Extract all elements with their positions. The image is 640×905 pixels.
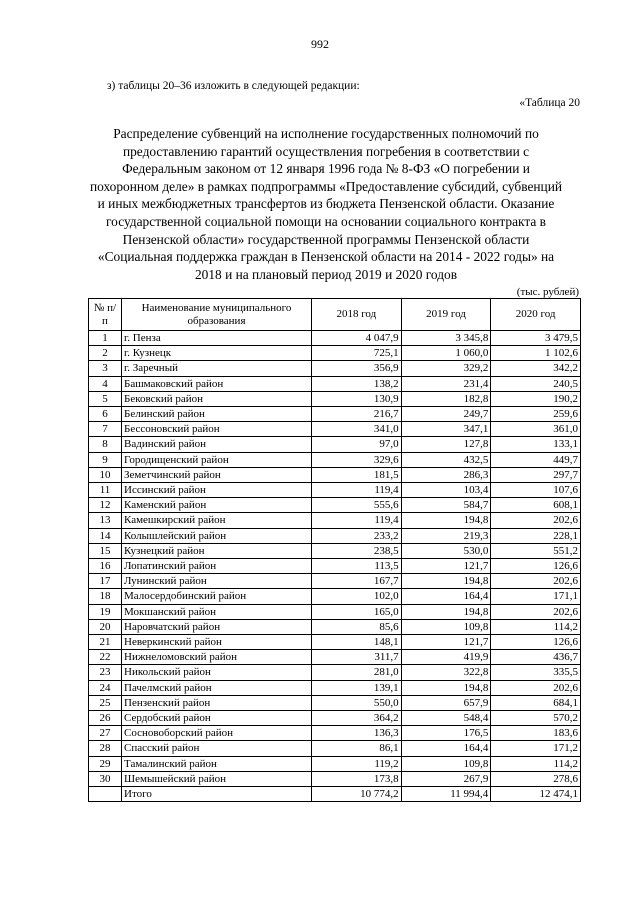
- row-2019: 103,4: [401, 483, 491, 498]
- table-row: [89, 543, 581, 558]
- row-num: 7: [89, 422, 122, 437]
- row-name: Наровчатский район: [122, 619, 312, 634]
- table-row: [89, 771, 581, 786]
- row-2020: 3 479,5: [491, 331, 581, 346]
- table-row: [89, 407, 581, 422]
- table-header-row: [89, 299, 581, 331]
- row-2019: 322,8: [401, 665, 491, 680]
- row-2018: 4 047,9: [312, 331, 402, 346]
- table-row: [89, 665, 581, 680]
- row-name: Сердобский район: [122, 711, 312, 726]
- row-name: Неверкинский район: [122, 635, 312, 650]
- row-2018: 130,9: [312, 391, 402, 406]
- row-num: 29: [89, 756, 122, 771]
- header-num: № п/п: [89, 299, 122, 331]
- row-2019: 419,9: [401, 650, 491, 665]
- row-name: Лопатинский район: [122, 559, 312, 574]
- row-2019: 3 345,8: [401, 331, 491, 346]
- row-name: г. Пенза: [122, 331, 312, 346]
- row-name: Вадинский район: [122, 437, 312, 452]
- row-num: 14: [89, 528, 122, 543]
- header-name: Наименование муниципального образования: [122, 299, 312, 331]
- row-2018: 341,0: [312, 422, 402, 437]
- row-2020: 107,6: [491, 483, 581, 498]
- table-row: [89, 422, 581, 437]
- row-num: 15: [89, 543, 122, 558]
- row-2020: 126,6: [491, 635, 581, 650]
- row-2020: 190,2: [491, 391, 581, 406]
- header-2018: 2018 год: [312, 299, 402, 331]
- row-2018: 281,0: [312, 665, 402, 680]
- row-num: 28: [89, 741, 122, 756]
- row-num: 1: [89, 331, 122, 346]
- header-2019: 2019 год: [401, 299, 491, 331]
- row-2020: 361,0: [491, 422, 581, 437]
- row-name: Башмаковский район: [122, 376, 312, 391]
- row-num: 20: [89, 619, 122, 634]
- table-row: [89, 756, 581, 771]
- row-2018: 119,4: [312, 513, 402, 528]
- row-2020: 133,1: [491, 437, 581, 452]
- table-row: [89, 695, 581, 710]
- total-2019: 11 994,4: [401, 787, 491, 802]
- row-2019: 127,8: [401, 437, 491, 452]
- row-name: Иссинский район: [122, 483, 312, 498]
- row-name: Мокшанский район: [122, 604, 312, 619]
- row-2018: 119,2: [312, 756, 402, 771]
- row-num: 22: [89, 650, 122, 665]
- row-2018: 364,2: [312, 711, 402, 726]
- total-2020: 12 474,1: [491, 787, 581, 802]
- row-2018: 85,6: [312, 619, 402, 634]
- table-row: [89, 604, 581, 619]
- row-2020: 202,6: [491, 604, 581, 619]
- table-row: [89, 346, 581, 361]
- row-2020: 183,6: [491, 726, 581, 741]
- row-2019: 548,4: [401, 711, 491, 726]
- row-2018: 356,9: [312, 361, 402, 376]
- row-2018: 139,1: [312, 680, 402, 695]
- row-name: Шемышейский район: [122, 771, 312, 786]
- table-row: [89, 574, 581, 589]
- row-2018: 86,1: [312, 741, 402, 756]
- row-2018: 102,0: [312, 589, 402, 604]
- row-2018: 173,8: [312, 771, 402, 786]
- row-2019: 432,5: [401, 452, 491, 467]
- row-2019: 194,8: [401, 604, 491, 619]
- page-number: 992: [311, 37, 329, 51]
- row-num: 25: [89, 695, 122, 710]
- row-2018: 311,7: [312, 650, 402, 665]
- row-2018: 233,2: [312, 528, 402, 543]
- row-2019: 249,7: [401, 407, 491, 422]
- table-row: [89, 452, 581, 467]
- table-row: [89, 680, 581, 695]
- row-2018: 167,7: [312, 574, 402, 589]
- row-2019: 164,4: [401, 741, 491, 756]
- row-name: Сосновоборский район: [122, 726, 312, 741]
- total-2018: 10 774,2: [312, 787, 402, 802]
- row-2020: 1 102,6: [491, 346, 581, 361]
- row-num: 21: [89, 635, 122, 650]
- row-num: 12: [89, 498, 122, 513]
- header-2020: 2020 год: [491, 299, 581, 331]
- row-name: Камешкирский район: [122, 513, 312, 528]
- row-num: 3: [89, 361, 122, 376]
- row-num: 26: [89, 711, 122, 726]
- row-2019: 584,7: [401, 498, 491, 513]
- row-2019: 176,5: [401, 726, 491, 741]
- row-2019: 194,8: [401, 574, 491, 589]
- row-2020: 171,1: [491, 589, 581, 604]
- row-num: 6: [89, 407, 122, 422]
- total-num: [89, 787, 122, 802]
- row-2018: 119,4: [312, 483, 402, 498]
- row-name: Земетчинский район: [122, 467, 312, 482]
- row-name: г. Заречный: [122, 361, 312, 376]
- row-num: 10: [89, 467, 122, 482]
- intro-text: з) таблицы 20–36 изложить в следующей редакции:: [107, 80, 360, 92]
- row-2019: 329,2: [401, 361, 491, 376]
- row-2020: 551,2: [491, 543, 581, 558]
- table-row: [89, 635, 581, 650]
- table-row: [89, 513, 581, 528]
- row-2018: 216,7: [312, 407, 402, 422]
- row-2019: 657,9: [401, 695, 491, 710]
- row-2019: 530,0: [401, 543, 491, 558]
- subsidy-table: [88, 298, 581, 802]
- row-2019: 164,4: [401, 589, 491, 604]
- row-2018: 329,6: [312, 452, 402, 467]
- row-2018: 97,0: [312, 437, 402, 452]
- row-2020: 228,1: [491, 528, 581, 543]
- row-2020: 436,7: [491, 650, 581, 665]
- row-name: Кузнецкий район: [122, 543, 312, 558]
- row-2020: 684,1: [491, 695, 581, 710]
- table-row: [89, 376, 581, 391]
- table-row: [89, 483, 581, 498]
- row-2020: 202,6: [491, 513, 581, 528]
- row-2020: 171,2: [491, 741, 581, 756]
- row-2020: 342,2: [491, 361, 581, 376]
- row-name: Никольский район: [122, 665, 312, 680]
- row-2019: 121,7: [401, 559, 491, 574]
- row-2020: 449,7: [491, 452, 581, 467]
- row-name: Городищенский район: [122, 452, 312, 467]
- row-num: 13: [89, 513, 122, 528]
- row-name: Нижнеломовский район: [122, 650, 312, 665]
- row-2019: 347,1: [401, 422, 491, 437]
- row-name: Лунинский район: [122, 574, 312, 589]
- total-name: Итого: [122, 787, 312, 802]
- row-2019: 109,8: [401, 619, 491, 634]
- table-row: [89, 589, 581, 604]
- row-2019: 182,8: [401, 391, 491, 406]
- row-name: Белинский район: [122, 407, 312, 422]
- row-2020: 114,2: [491, 756, 581, 771]
- row-2020: 126,6: [491, 559, 581, 574]
- row-2019: 286,3: [401, 467, 491, 482]
- row-name: Пензенский район: [122, 695, 312, 710]
- row-num: 2: [89, 346, 122, 361]
- row-num: 30: [89, 771, 122, 786]
- row-num: 9: [89, 452, 122, 467]
- row-2019: 194,8: [401, 513, 491, 528]
- row-num: 5: [89, 391, 122, 406]
- row-num: 19: [89, 604, 122, 619]
- row-2020: 297,7: [491, 467, 581, 482]
- row-2019: 219,3: [401, 528, 491, 543]
- row-2018: 136,3: [312, 726, 402, 741]
- row-2018: 555,6: [312, 498, 402, 513]
- table-total-row: [89, 787, 581, 802]
- row-name: г. Кузнецк: [122, 346, 312, 361]
- row-2020: 570,2: [491, 711, 581, 726]
- table-row: [89, 498, 581, 513]
- table-row: [89, 619, 581, 634]
- row-num: 27: [89, 726, 122, 741]
- row-2018: 113,5: [312, 559, 402, 574]
- row-num: 16: [89, 559, 122, 574]
- row-2020: 335,5: [491, 665, 581, 680]
- row-2018: 181,5: [312, 467, 402, 482]
- row-num: 4: [89, 376, 122, 391]
- table-row: [89, 559, 581, 574]
- row-num: 8: [89, 437, 122, 452]
- row-2019: 267,9: [401, 771, 491, 786]
- row-2020: 114,2: [491, 619, 581, 634]
- row-2019: 1 060,0: [401, 346, 491, 361]
- row-name: Тамалинский район: [122, 756, 312, 771]
- row-name: Спасский район: [122, 741, 312, 756]
- table-label: «Таблица 20: [519, 97, 580, 109]
- table-row: [89, 711, 581, 726]
- row-name: Бессоновский район: [122, 422, 312, 437]
- row-2018: 148,1: [312, 635, 402, 650]
- row-num: 17: [89, 574, 122, 589]
- table-row: [89, 391, 581, 406]
- row-name: Бековский район: [122, 391, 312, 406]
- row-name: Малосердобинский район: [122, 589, 312, 604]
- table-row: [89, 650, 581, 665]
- row-2019: 194,8: [401, 680, 491, 695]
- table-row: [89, 528, 581, 543]
- table-row: [89, 361, 581, 376]
- row-num: 23: [89, 665, 122, 680]
- row-2019: 121,7: [401, 635, 491, 650]
- row-2020: 202,6: [491, 574, 581, 589]
- row-name: Каменский район: [122, 498, 312, 513]
- row-2018: 238,5: [312, 543, 402, 558]
- row-2019: 231,4: [401, 376, 491, 391]
- row-2019: 109,8: [401, 756, 491, 771]
- row-name: Колышлейский район: [122, 528, 312, 543]
- row-num: 11: [89, 483, 122, 498]
- table-row: [89, 331, 581, 346]
- table-row: [89, 437, 581, 452]
- document-heading: Распределение субвенций на исполнение государственных полномочий по предоставлению гарантий осуществления погребения в соответствии с Федеральным законом от 12 января 1996 года № 8-ФЗ «О погребении и похоронном деле» в рамках подпрограммы «Предоставление субсидий, субвенций и иных межбюджетных трансфертов из бюджета Пензенской области. Оказание государственной социальной помощи на основании социального контракта в Пензенской области» государственной программы Пензенской области «Социальная поддержка граждан в Пензенской области на 2014 - 2022 годы» на 2018 и на плановый период 2019 и 2020 годов: [89, 126, 563, 282]
- table-row: [89, 741, 581, 756]
- table-row: [89, 726, 581, 741]
- row-2018: 550,0: [312, 695, 402, 710]
- row-2018: 165,0: [312, 604, 402, 619]
- row-num: 24: [89, 680, 122, 695]
- row-2018: 725,1: [312, 346, 402, 361]
- row-2020: 259,6: [491, 407, 581, 422]
- row-2020: 240,5: [491, 376, 581, 391]
- row-2020: 202,6: [491, 680, 581, 695]
- row-name: Пачелмский район: [122, 680, 312, 695]
- row-2020: 278,6: [491, 771, 581, 786]
- table-row: [89, 467, 581, 482]
- row-2018: 138,2: [312, 376, 402, 391]
- row-num: 18: [89, 589, 122, 604]
- row-2020: 608,1: [491, 498, 581, 513]
- table-body: [89, 331, 581, 802]
- unit-label: (тыс. рублей): [516, 286, 579, 298]
